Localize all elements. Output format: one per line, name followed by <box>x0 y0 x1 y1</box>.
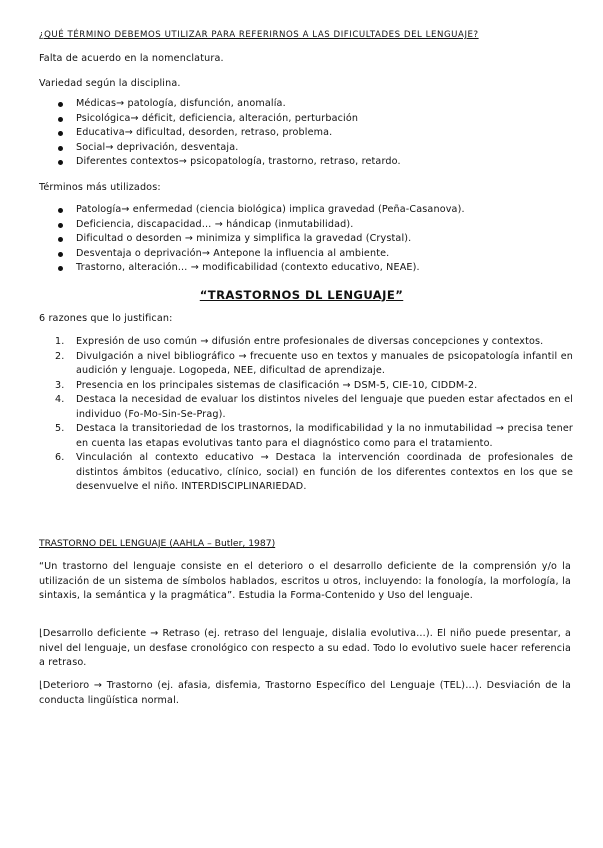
list-item-number: 3. <box>55 379 65 391</box>
list-item-text: Dificultad o desorden → minimiza y simplifica la gravedad (Crystal). <box>76 233 412 244</box>
bullet-icon <box>58 266 63 271</box>
bullet-icon <box>58 131 63 136</box>
reasons-list <box>39 335 573 495</box>
bullet-icon <box>58 223 63 228</box>
list-item <box>39 203 569 218</box>
list-item-number: 1. <box>55 336 65 347</box>
list-item-text: Trastorno, alteración… → modificabilidad (contexto educativo, NEAE). <box>76 262 420 273</box>
bullet-icon <box>58 160 63 165</box>
list-item-text: Médicas→ patología, disfunción, anomalía. <box>76 98 286 109</box>
list-item-text: Desventaja o deprivación→ Antepone la influencia al ambiente. <box>76 247 390 259</box>
bullet-icon <box>58 237 63 242</box>
bullet-icon <box>58 117 63 122</box>
reasons-heading: 6 razones que lo justifican: <box>39 313 173 324</box>
list-item <box>39 350 573 379</box>
list-item <box>39 112 569 127</box>
list-item-number: 2. <box>55 350 65 362</box>
list-item <box>39 451 573 495</box>
main-title: “TRASTORNOS DL LENGUAJE” <box>199 288 404 302</box>
list-item <box>39 335 573 350</box>
list-item <box>39 155 569 170</box>
list-item <box>39 232 569 247</box>
list-item-text: Destaca la necesidad de evaluar los distintos niveles del lenguaje que pueden estar afectados en el individuo (Fo-Mo-Sin-Se-Prag). <box>76 394 573 420</box>
list-item-number: 5. <box>55 423 65 434</box>
intro-line-nomenclature: Falta de acuerdo en la nomenclatura. <box>39 53 224 64</box>
terms-heading: Términos más utilizados: <box>39 182 161 193</box>
bullet-icon <box>58 252 63 257</box>
list-item <box>39 422 573 451</box>
list-item <box>39 379 573 394</box>
list-item-text: Educativa→ dificultad, desorden, retraso, problema. <box>76 127 333 138</box>
list-item <box>39 126 569 141</box>
list-item-text: Patología→ enfermedad (ciencia biológica) implica gravedad (Peña-Casanova). <box>76 204 465 215</box>
list-item-text: Divulgación a nivel bibliográfico → frecuente uso en textos y manuales de psicopatología infantil en audición y lenguaje. Logopeda, NEE, dificultad de aprendizaje. <box>76 350 573 376</box>
list-item <box>39 218 569 233</box>
deterioration-paragraph: ⌊Deterioro → Trastorno (ej. afasia, disfemia, Trastorno Específico del Lenguaje (TEL)…). Desviación de la conducta lingüística normal. <box>39 680 571 706</box>
section-title: TRASTORNO DEL LENGUAJE (AAHLA – Butler, 1987) <box>39 538 276 549</box>
definition-paragraph: “Un trastorno del lenguaje consiste en el deterioro o el desarrollo deficiente de la comprensión y/o la utilización de un sistema de símbolos hablados, escritos u otros, incluyendo: la fonología, la morfología, la sintaxis, la semántica y la pragmática”. Estudia la Forma-Contenido y Uso del lenguaje. <box>39 561 571 601</box>
list-item-text: Presencia en los principales sistemas de clasificación → DSM-5, CIE-10, CIDDM-2. <box>76 379 478 391</box>
list-item <box>39 97 569 112</box>
list-item-text: Destaca la transitoriedad de los trastornos, la modificabilidad y la no inmutabilidad → precisa tener en cuenta las etapas evolutivas tanto para el diagnóstico como para el tratamiento. <box>76 423 573 449</box>
list-item <box>39 261 569 276</box>
list-item-text: Social→ deprivación, desventaja. <box>76 141 239 153</box>
page-heading: ¿QUÉ TÉRMINO DEBEMOS UTILIZAR PARA REFERIRNOS A LAS DIFICULTADES DEL LENGUAJE? <box>39 30 479 40</box>
bullet-icon <box>58 146 63 151</box>
list-item-text: Deficiencia, discapacidad… → hándicap (inmutabilidad). <box>76 218 354 230</box>
list-item <box>39 393 573 422</box>
list-item-number: 4. <box>55 394 65 405</box>
bullet-icon <box>58 102 63 107</box>
disciplines-list <box>39 97 569 170</box>
list-item-text: Diferentes contextos→ psicopatología, trastorno, retraso, retardo. <box>76 156 401 167</box>
development-paragraph: ⌊Desarrollo deficiente → Retraso (ej. retraso del lenguaje, dislalia evolutiva…). El niño puede presentar, a nivel del lenguaje, un desfase cronológico con respecto a su edad. Todo lo evolutivo suele hacer referencia a retraso. <box>39 628 571 668</box>
intro-line-discipline: Variedad según la disciplina. <box>39 78 181 89</box>
bullet-icon <box>58 208 63 213</box>
list-item-number: 6. <box>55 452 65 463</box>
list-item <box>39 247 569 262</box>
list-item-text: Vinculación al contexto educativo → Destaca la intervención coordinada de profesionales de distintos ámbitos (educativo, clínico, social) en función de los diferentes contextos en los que se desenvuelve el niño. INTERDISCIPLINARIEDAD. <box>76 452 573 492</box>
terms-list <box>39 203 569 276</box>
list-item-text: Psicológica→ déficit, deficiencia, alteración, perturbación <box>76 112 359 124</box>
list-item-text: Expresión de uso común → difusión entre profesionales de diversas concepciones y contextos. <box>76 336 544 347</box>
list-item <box>39 141 569 156</box>
